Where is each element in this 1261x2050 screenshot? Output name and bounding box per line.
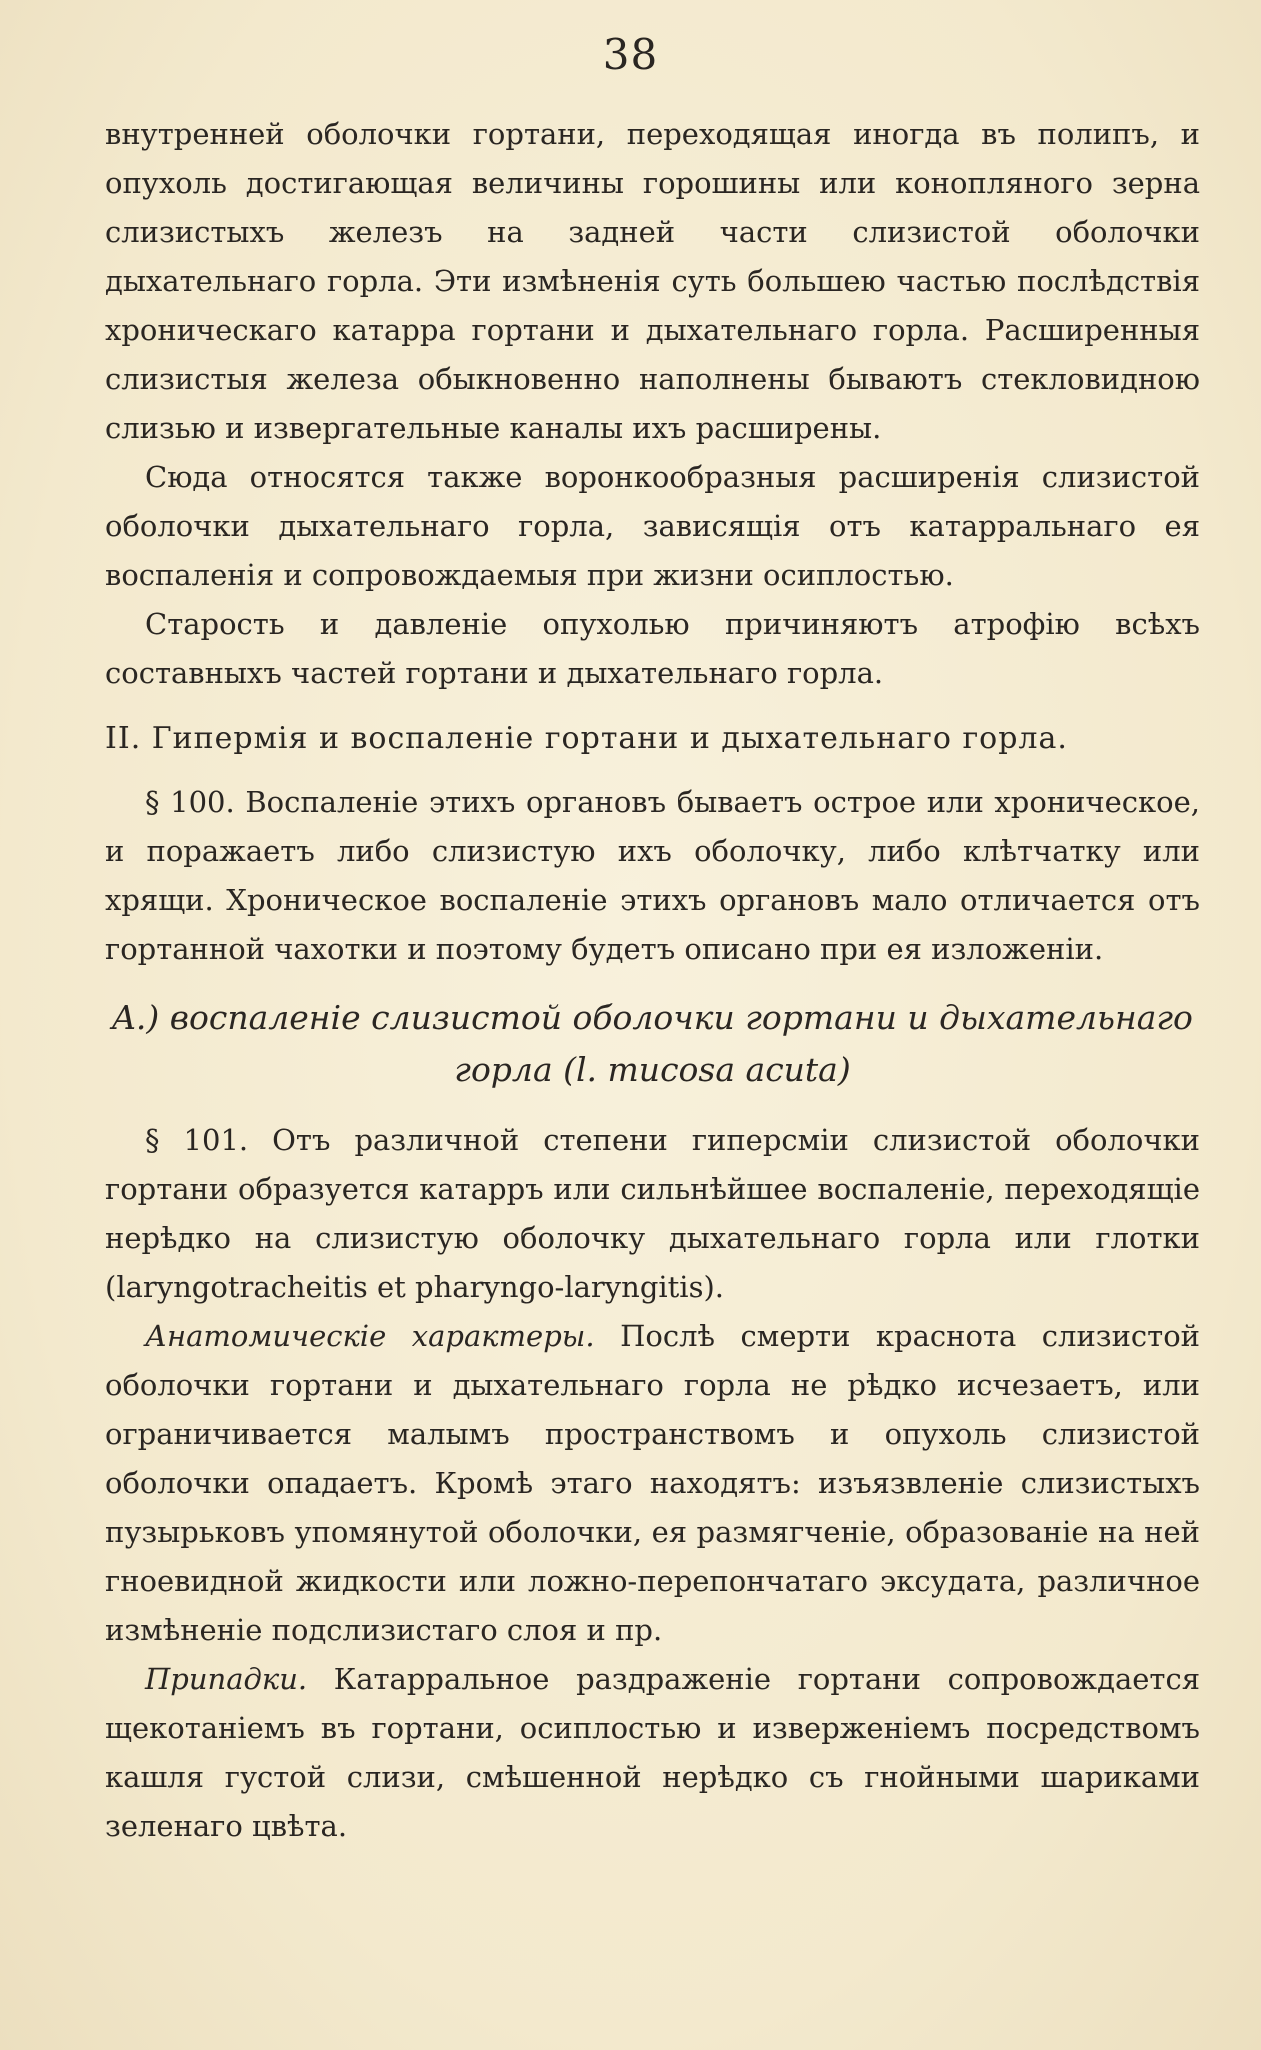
subsection-heading-a-line1: A.) воспаленіе слизистой оболочки гортани и дыхательнаго xyxy=(112,998,1193,1037)
page-number: 38 xyxy=(602,30,659,79)
paragraph-2: Сюда относятся также воронкообразныя расширенія слизистой оболочки дыхательнаго горла, зависящія отъ катарральнаго ея воспаленія и сопровождаемыя при жизни осиплостью. xyxy=(105,460,1200,592)
symptoms-lead: Припадки. xyxy=(145,1662,308,1696)
paragraph-3: Старость и давленіе опухолью причиняютъ атрофію всѣхъ составныхъ частей гортани и дыхательнаго горла. xyxy=(105,607,1200,690)
anatomical-lead: Анатомическіе характеры. xyxy=(145,1319,595,1353)
subsection-heading-a-line2: горла (l. mucosa acuta) xyxy=(454,1050,851,1089)
paragraph-100: § 100. Воспаленіе этихъ органовъ бываетъ острое или хроническое, и поражаетъ либо слизистую ихъ оболочку, либо клѣтчатку или хрящи. Хроническое воспаленіе этихъ органовъ мало отличается отъ гортанной чахотки и поэтому будетъ описано при ея изложеніи. xyxy=(105,785,1200,966)
page-body xyxy=(105,110,1200,1851)
paragraph-anatomical xyxy=(105,1312,1200,1655)
paragraph-symptoms xyxy=(105,1655,1200,1851)
paragraph-1: внутренней оболочки гортани, переходящая иногда въ полипъ, и опухоль достигающая величины горошины или конопляного зерна слизистыхъ железъ на задней части слизистой оболочки дыхательнаго горла. Эти измѣненія суть большею частью послѣдствія хроническаго катарра гортани и дыхательнаго горла. Расширенныя слизистыя железа обыкновенно наполнены бываютъ стекловидною слизью и извергательные каналы ихъ расширены. xyxy=(105,117,1200,445)
section-heading-ii: II. Гипермія и воспаленіе гортани и дыхательнаго горла. xyxy=(105,721,1068,756)
subsection-heading-a xyxy=(105,992,1200,1096)
symptoms-text: Катарральное раздраженіе гортани сопровождается щекотаніемъ въ гортани, осиплостью и изверженіемъ посредствомъ кашля густой слизи, смѣшенной нерѣдко съ гнойными шариками зеленаго цвѣта. xyxy=(105,1662,1200,1843)
paragraph-101: § 101. Отъ различной степени гиперсміи слизистой оболочки гортани образуется катарръ или сильнѣйшее воспаленіе, переходящіе нерѣдко на слизистую оболочку дыхательнаго горла или глотки (laryngotracheitis et pharyngo-laryngitis). xyxy=(105,1123,1200,1304)
anatomical-text: Послѣ смерти краснота слизистой оболочки гортани и дыхательнаго горла не рѣдко исчезаетъ, или ограничивается малымъ пространствомъ и опухоль слизистой оболочки опадаетъ. Кромѣ этаго находятъ: изъязвленіе слизистыхъ пузырьковъ упомянутой оболочки, ея размягченіе, образованіе на ней гноевидной жидкости или ложно-перепончатаго эксудата, различное измѣненіе подслизистаго слоя и пр. xyxy=(105,1319,1200,1647)
